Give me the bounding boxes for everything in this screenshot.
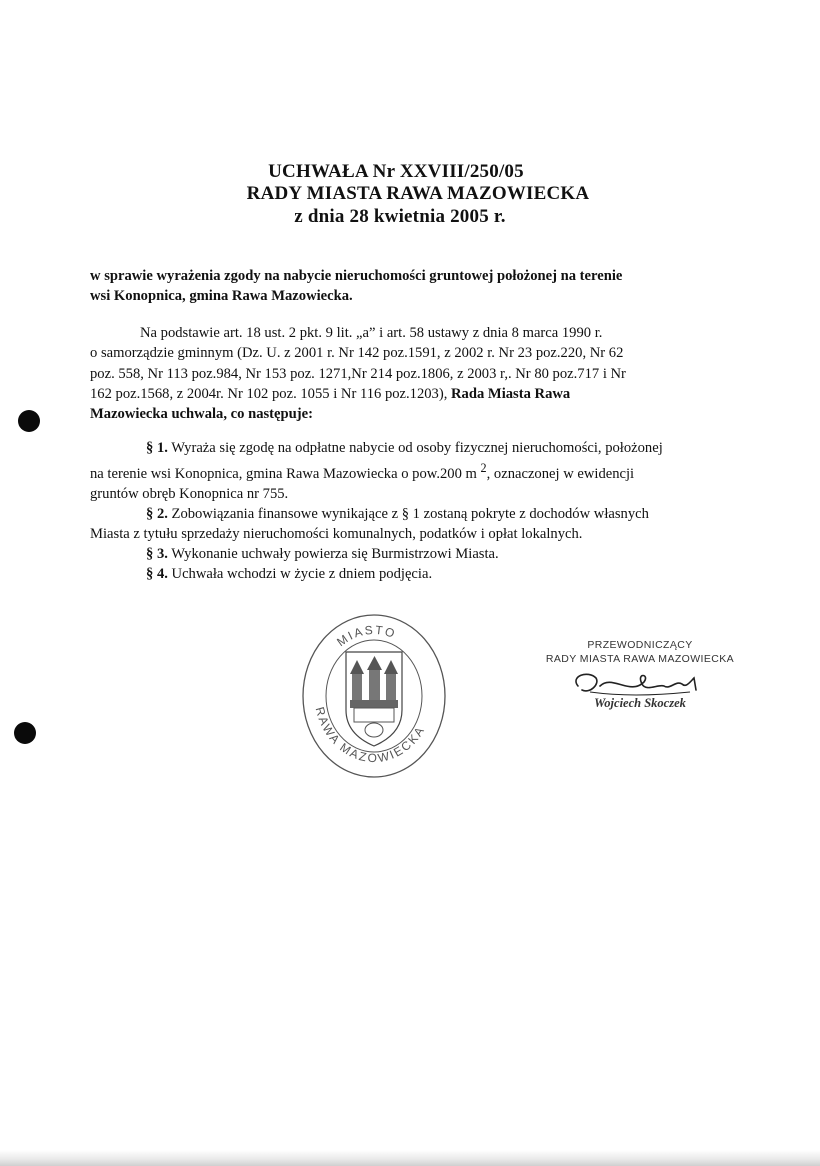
section-symbol: § 1. [146, 440, 168, 456]
section-symbol: § 4. [146, 566, 168, 582]
punch-hole [18, 410, 40, 432]
resolution-subject [90, 266, 730, 306]
town-seal-stamp [300, 612, 448, 780]
subject-line: w sprawie wyrażenia zgody na nabycie nieruchomości gruntowej położonej na terenie [90, 268, 623, 284]
signatory-name: Wojciech Skoczek [594, 696, 686, 710]
chairman-signature-block [540, 638, 740, 711]
section-symbol: § 2. [146, 506, 168, 522]
punch-hole [14, 722, 36, 744]
signatory-title: RADY MIASTA RAWA MAZOWIECKA [545, 653, 735, 665]
intro-line: 162 poz.1568, z 2004r. Nr 102 poz. 1055 i Nr 116 poz.1203), Rada Miasta Rawa [90, 385, 571, 402]
paragraph-2: § 2. Zobowiązania finansowe wynikające z § 1 zostaną pokryte z dochodów własnych Miasta z tytułu sprzedaży nieruchomości komunalnych, podatków i opłat lokalnych. [90, 506, 649, 542]
svg-text:RAWA MAZOWIECKA: RAWA MAZOWIECKA [312, 705, 428, 766]
paragraph-1: § 1. Wyraża się zgodę na odpłatne nabycie od osoby fizycznej nieruchomości, położonej na terenie wsi Konopnica, gmina Rawa Mazowiecka o pow.200 m $^2$, oznaczonej w ewidencji gruntów obręb Konopnica nr 755. [90, 440, 663, 502]
council-name: RADY MIASTA RAWA MAZOWIECKA [246, 183, 590, 204]
subject-line: wsi Konopnica, gmina Rawa Mazowiecka. [90, 288, 353, 304]
signatory-title: PRZEWODNICZĄCY [587, 639, 693, 651]
section-symbol: § 3. [146, 546, 168, 562]
legal-basis [90, 323, 730, 424]
intro-line: o samorządzie gminnym (Dz. U. z 2001 r. Nr 142 poz.1591, z 2002 r. Nr 23 poz.220, Nr 62 [90, 345, 624, 362]
intro-line: Na podstawie art. 18 ust. 2 pkt. 9 lit. „a” i art. 58 ustawy z dnia 8 marca 1990 r. [140, 325, 603, 341]
svg-text:MIASTO: MIASTO [334, 622, 399, 650]
handwritten-signature [560, 666, 720, 700]
paragraph-4: § 4. Uchwała wchodzi w życie z dniem podjęcia. [146, 566, 433, 582]
paragraph-3: § 3. Wykonanie uchwały powierza się Burmistrzowi Miasta. [146, 546, 499, 562]
intro-line: Mazowiecka uchwala, co następuje: [90, 406, 313, 423]
resolution-number: UCHWAŁA Nr XXVIII/250/05 [268, 161, 524, 182]
intro-line: poz. 558, Nr 113 poz.984, Nr 153 poz. 1271,Nr 214 poz.1806, z 2003 r,. Nr 80 poz.717 i Nr [90, 365, 626, 382]
scan-border [0, 1150, 820, 1166]
resolution-date: z dnia 28 kwietnia 2005 r. [294, 206, 506, 227]
